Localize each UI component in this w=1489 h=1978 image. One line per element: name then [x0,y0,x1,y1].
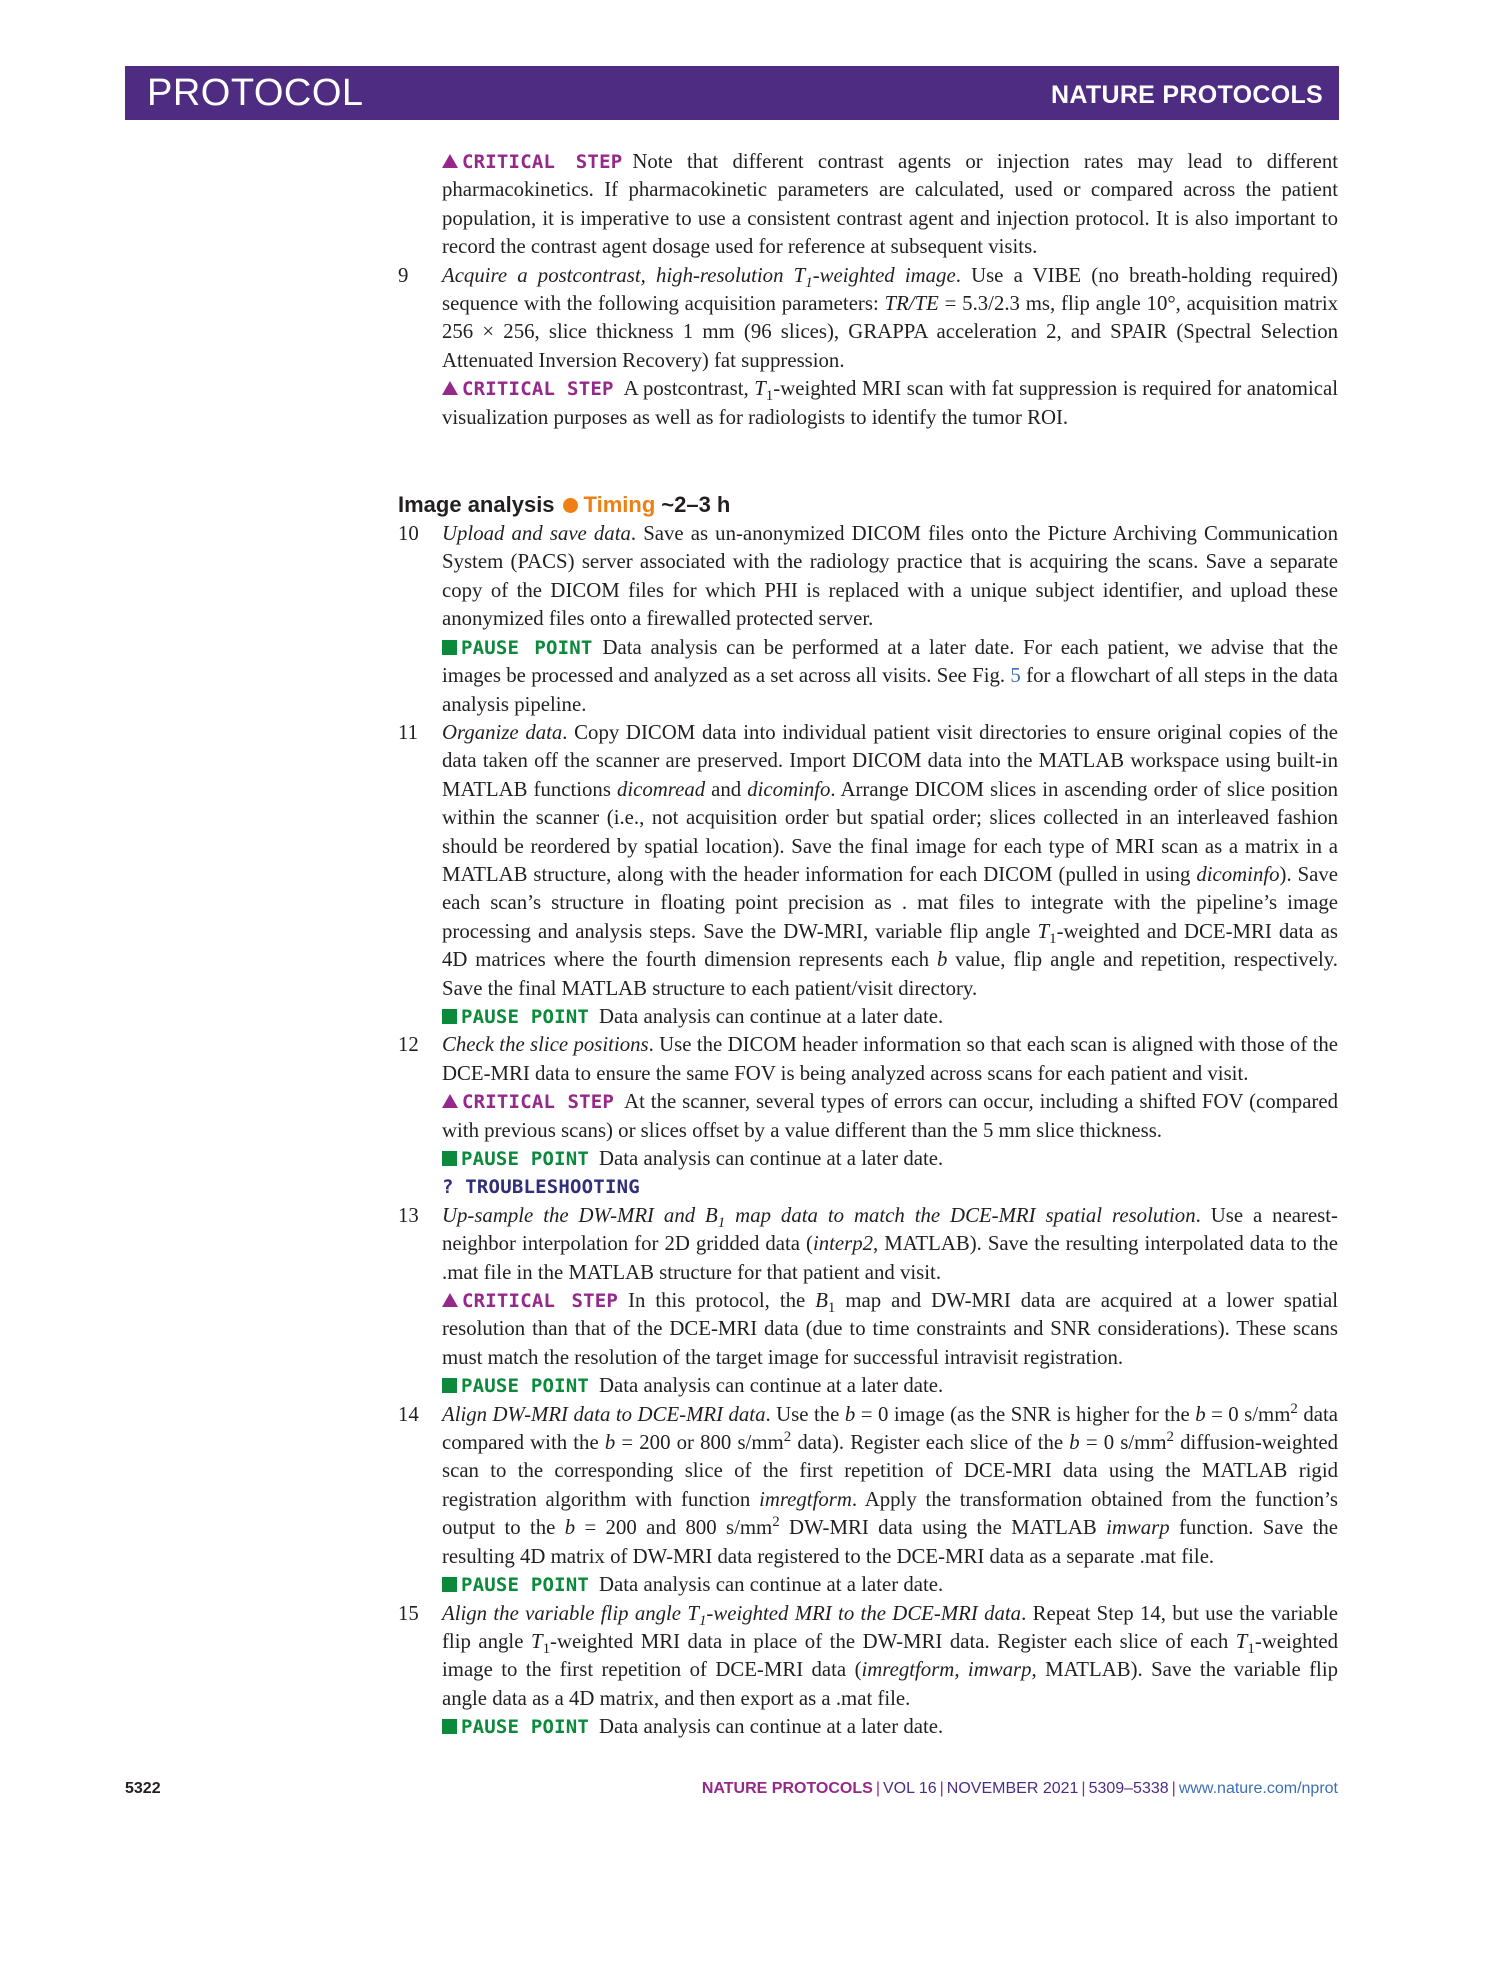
step-12: 12 Check the slice positions. Use the DICOM header information so that each scan is aligned with those of the DCE-MRI data to ensure the same FOV is being analyzed across scans for each patient and visit. [398,1033,1338,1085]
footer-pages: 5309–5338 [1088,1780,1169,1797]
step-title: Up-sample the DW-MRI and $B_1$ map data to match the DCE-MRI spatial resolution [442,1203,1196,1231]
step-number: 13 [398,1203,419,1227]
critical-step-text: Note that different contrast agents or injection rates may lead to different pharmacokinetics. If pharmacokinetic parameters are calculated, used or compared across the patient population, it is imperative to use a consistent contrast agent and injection protocol. It is also important to record the contrast agent dosage used for reference at subsequent visits. [442,150,1338,259]
footer-citation: NATURE PROTOCOLS | VOL 16 | NOVEMBER 2021 | 5309–5338 | www.nature.com/nprot [701,1780,1338,1797]
pause-point-block: PAUSE POINT Data analysis can be performed at a later date. For each patient, we advise that the images be processed and analyzed as a set across all visits. See Fig. 5 for a flowchart of all steps in the data analysis pipeline. [442,635,1339,716]
critical-step-label: CRITICAL STEP [462,378,614,401]
pause-point-label: PAUSE POINT [461,1005,590,1028]
step-number: 14 [398,1402,419,1426]
troubleshooting-link[interactable]: ? TROUBLESHOOTING [442,1176,640,1199]
page-footer [0,1780,1489,1804]
pause-square-icon [442,1719,457,1734]
critical-step-label: CRITICAL STEP [462,1290,619,1313]
pause-square-icon [442,1009,457,1024]
step-title: Acquire a postcontrast, high-resolution $T_1$-weighted image [442,263,956,291]
pause-point-block: PAUSE POINT Data analysis can continue at a later date. [442,1372,1338,1400]
step-title: Check the slice positions [442,1033,649,1057]
step-11: 11 Organize data. Copy DICOM data into individual patient visit directories to ensure original copies of the data taken off the scanner are preserved. Import DICOM data into the MATLAB workspace using built-in MATLAB functions dicomread and dicominfo. Arrange DICOM slices in ascending order of slice position within the scanner (i.e., not acquisition order but spatial order; slices collected in an interleaved fashion should be reordered by spatial location). Save the final image for each type of MRI scan as a matrix in a MATLAB structure, along with the header information for each DICOM (pulled in using dicominfo). Save each scan’s structure in floating point precision as . mat files to integrate with the pipeline’s image processing and analysis steps. Save the DW-MRI, variable flip angle $T_1$-weighted and DCE-MRI data as 4D matrices where the fourth dimension represents each b value, flip angle and repetition, respectively. Save the final MATLAB structure to each patient/visit directory. [398,720,1338,1000]
footer-journal: NATURE PROTOCOLS [701,1780,873,1797]
section-title: Image analysis [398,492,555,518]
critical-step-block: CRITICAL STEP At the scanner, several types of errors can occur, including a shifted FOV (compared with previous scans) or slices offset by a value different than the 5 mm slice thickness. [442,1090,1338,1142]
pause-point-label: PAUSE POINT [461,1716,590,1739]
pause-point-label: PAUSE POINT [461,1574,590,1597]
troubleshooting-block [442,1173,1338,1201]
pause-point-block: PAUSE POINT Data analysis can continue at a later date. [442,1571,1338,1599]
timing-label: Timing [583,492,656,518]
critical-triangle-icon [442,1094,458,1108]
step-title: Align DW-MRI data to DCE-MRI data [442,1402,766,1426]
pause-point-label: PAUSE POINT [461,1375,590,1398]
critical-step-label: CRITICAL STEP [462,1091,615,1114]
step-number: 10 [398,522,419,546]
step-14: 14 Align DW-MRI data to DCE-MRI data. Use the b = 0 image (as the SNR is higher for the b = 0 $s/mm^2$ data compared with the b = 200 or 800 $s/mm^2$ data). Register each slice of the b = 0 $s/mm^2$ diffusion-weighted scan to the corresponding slice of the first repetition of DCE-MRI data using the MATLAB rigid registration algorithm with function imregtform. Apply the transformation obtained from the function’s output to the b = 200 and 800 $s/mm^2$ DW-MRI data using the MATLAB imwarp function. Save the resulting 4D matrix of DW-MRI data registered to the DCE-MRI data as a separate .mat file. [398,1400,1339,1568]
footer-volume: VOL 16 [882,1780,937,1797]
main-content [0,148,1489,1742]
pause-point-label: PAUSE POINT [461,1148,590,1170]
pause-point-label: PAUSE POINT [461,636,593,659]
step-title: Align the variable flip angle $T_1$-weighted MRI to the DCE-MRI data [442,1601,1022,1629]
step-number: 11 [398,720,419,744]
step-title: Upload and save data [442,522,631,546]
figure-link[interactable]: 5 [1010,664,1021,688]
step-10: 10 Upload and save data. Save as un-anonymized DICOM files onto the Picture Archiving Communication System (PACS) server associated with the radiology practice that is acquiring the scans. Save a separate copy of the DICOM files for which PHI is replaced with a unique subject identifier, and upload these anonymized files onto a firewalled protected server. [398,522,1338,631]
footer-url-link[interactable]: www.nature.com/nprot [1178,1780,1338,1797]
step-number: 15 [398,1601,419,1625]
pause-point-block: PAUSE POINT Data analysis can continue at a later date. [442,1003,1338,1031]
section-label: PROTOCOL [147,72,364,114]
page-number: 5322 [125,1780,161,1797]
step-13: 13 Up-sample the DW-MRI and $B_1$ map data to match the DCE-MRI spatial resolution. Use a nearest-neighbor interpolation for 2D gridded data (interp2, MATLAB). Save the resulting interpolated data to the .mat file in the MATLAB structure for that patient and visit. [398,1203,1339,1284]
journal-title: NATURE PROTOCOLS [1051,81,1323,109]
critical-triangle-icon [442,381,458,395]
critical-triangle-icon [442,1293,458,1307]
step-number: 12 [398,1033,419,1057]
critical-step-block [442,148,1338,262]
timing-dot-icon [563,498,578,513]
pause-square-icon [442,1151,457,1166]
critical-triangle-icon [442,154,458,168]
step-title: Organize data [442,720,563,744]
critical-step-block: CRITICAL STEP A postcontrast, $T_1$-weighted MRI scan with fat suppression is required for anatomical visualization purposes as well as for radiologists to identify the tumor ROI. [442,377,1338,429]
pause-point-block: PAUSE POINT Data analysis can continue at a later date. [442,1713,1338,1741]
section-heading [398,490,1489,520]
step-number: 9 [398,263,409,287]
pause-square-icon [442,640,457,655]
footer-date: NOVEMBER 2021 [946,1780,1079,1797]
critical-step-label: CRITICAL STEP [462,151,623,173]
step-15: 15 Align the variable flip angle $T_1$-weighted MRI to the DCE-MRI data. Repeat Step 14, but use the variable flip angle $T_1$-weighted MRI data in place of the DW-MRI data. Register each slice of each $T_1$-weighted image to the first repetition of DCE-MRI data (imregtform, imwarp, MATLAB). Save the variable flip angle data as a 4D matrix, and then export as a .mat file. [398,1601,1338,1710]
header-bar [125,66,1339,120]
timing-value: ~2–3 h [661,492,731,518]
pause-point-block: PAUSE POINT Data analysis can continue at a later date. [442,1145,1338,1173]
critical-step-block: CRITICAL STEP In this protocol, the $B_1$ map and DW-MRI data are acquired at a lower spatial resolution than that of the DCE-MRI data (due to time constraints and SNR considerations). These scans must match the resolution of the target image for successful intravisit registration. [442,1289,1338,1369]
pause-square-icon [442,1378,457,1393]
pause-square-icon [442,1577,457,1592]
step-9: 9 Acquire a postcontrast, high-resolution $T_1$-weighted image. Use a VIBE (no breath-holding required) sequence with the following acquisition parameters: TR/TE = 5.3/2.3 ms, flip angle 10°, acquisition matrix 256 × 256, slice thickness 1 mm (96 slices), GRAPPA acceleration 2, and SPAIR (Spectral Selection Attenuated Inversion Recovery) fat suppression. [398,263,1339,372]
